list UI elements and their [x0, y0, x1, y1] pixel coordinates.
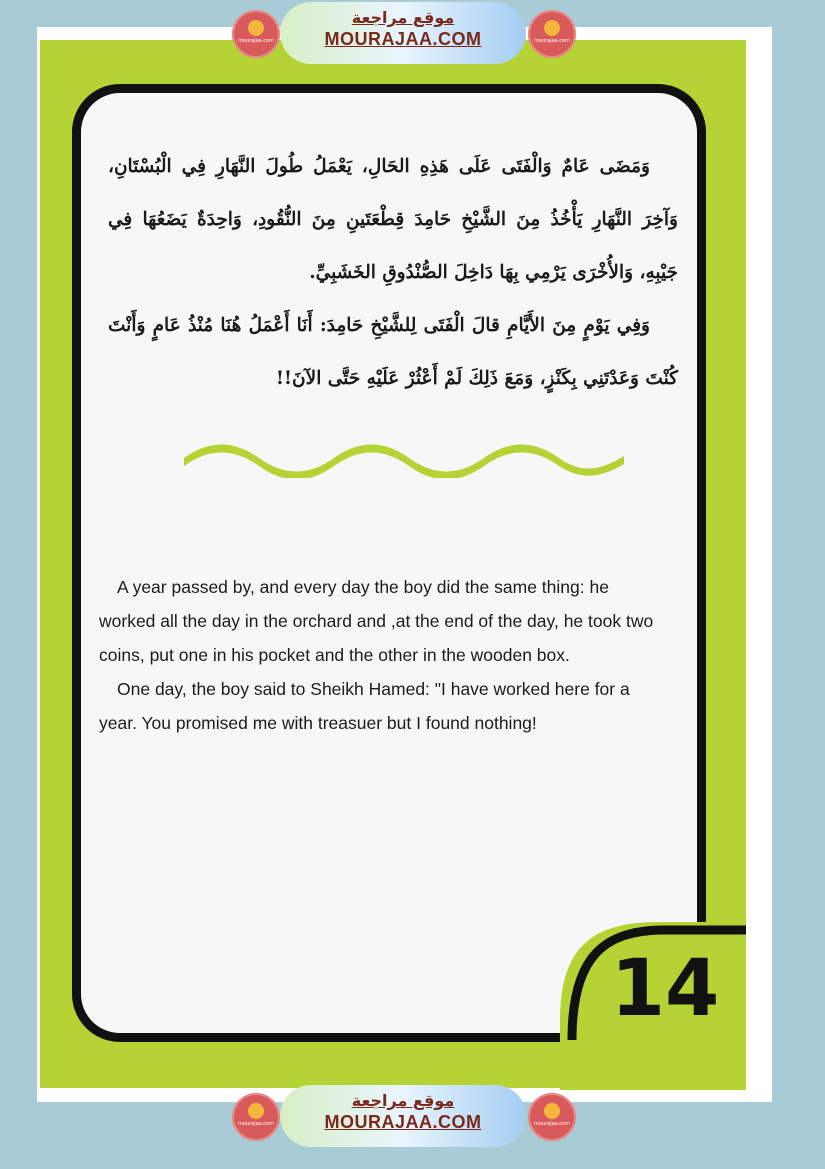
site-link[interactable]	[280, 1085, 526, 1147]
arabic-text	[108, 140, 678, 405]
page-number: 14	[610, 944, 720, 1034]
site-link[interactable]	[280, 2, 526, 64]
arabic-paragraph-2: وَفِي يَوْمٍ مِنَ الأَيَّامِ قالَ الْفَتَى لِلشَّيْخِ حَامِدَ: أَنَا أَعْمَلُ هُنَا مُنْذُ عَامٍ وَأَنْتَ كُنْتَ وَعَدْتَنِي بِكَنْزٍ، وَمَعَ ذَلِكَ لَمْ أَعْثُرْ عَلَيْهِ حَتَّى الآنَ!!	[108, 315, 678, 389]
english-text	[99, 570, 669, 740]
bottom-banner	[230, 1083, 578, 1149]
logo-badge-icon: mourajaa.com	[528, 10, 576, 58]
english-paragraph-2: One day, the boy said to Sheikh Hamed: "I have worked here for a year. You promised me with treasuer but I found nothing!	[99, 679, 630, 733]
logo-badge-icon: mourajaa.com	[232, 1093, 280, 1141]
english-paragraph-1: A year passed by, and every day the boy did the same thing: he worked all the day in the orchard and ,at the end of the day, he took two coins, put one in his pocket and the other in the wooden box.	[99, 577, 654, 665]
logo-badge-icon: mourajaa.com	[232, 10, 280, 58]
logo-badge-icon: mourajaa.com	[528, 1093, 576, 1141]
site-name-english[interactable]: MOURAJAA.COM	[324, 1112, 482, 1132]
top-banner	[230, 0, 578, 66]
arabic-paragraph-1: وَمَضَى عَامٌ وَالْفَتَى عَلَى هَذِهِ الحَالِ، يَعْمَلُ طُولَ النَّهَارِ فِي الْبُسْتَانِ، وَآخِرَ النَّهَارِ يَأْخُذُ مِنَ الشَّيْخِ حَامِدَ قِطْعَتَينِ مِنَ النُّقُودِ، وَاحِدَةٌ يَضَعُهَا فِي جَيْبِهِ، وَالأُخْرَى يَرْمِي بِهَا دَاخِلَ الصُّنْدُوقِ الخَشَبِيِّ.	[108, 156, 678, 283]
site-name-arabic[interactable]: موقع مراجعة	[351, 1091, 455, 1110]
wave-divider	[184, 438, 624, 478]
page-number-tab	[560, 900, 770, 1090]
site-name-english[interactable]: MOURAJAA.COM	[324, 29, 482, 49]
site-name-arabic[interactable]: موقع مراجعة	[351, 8, 455, 27]
